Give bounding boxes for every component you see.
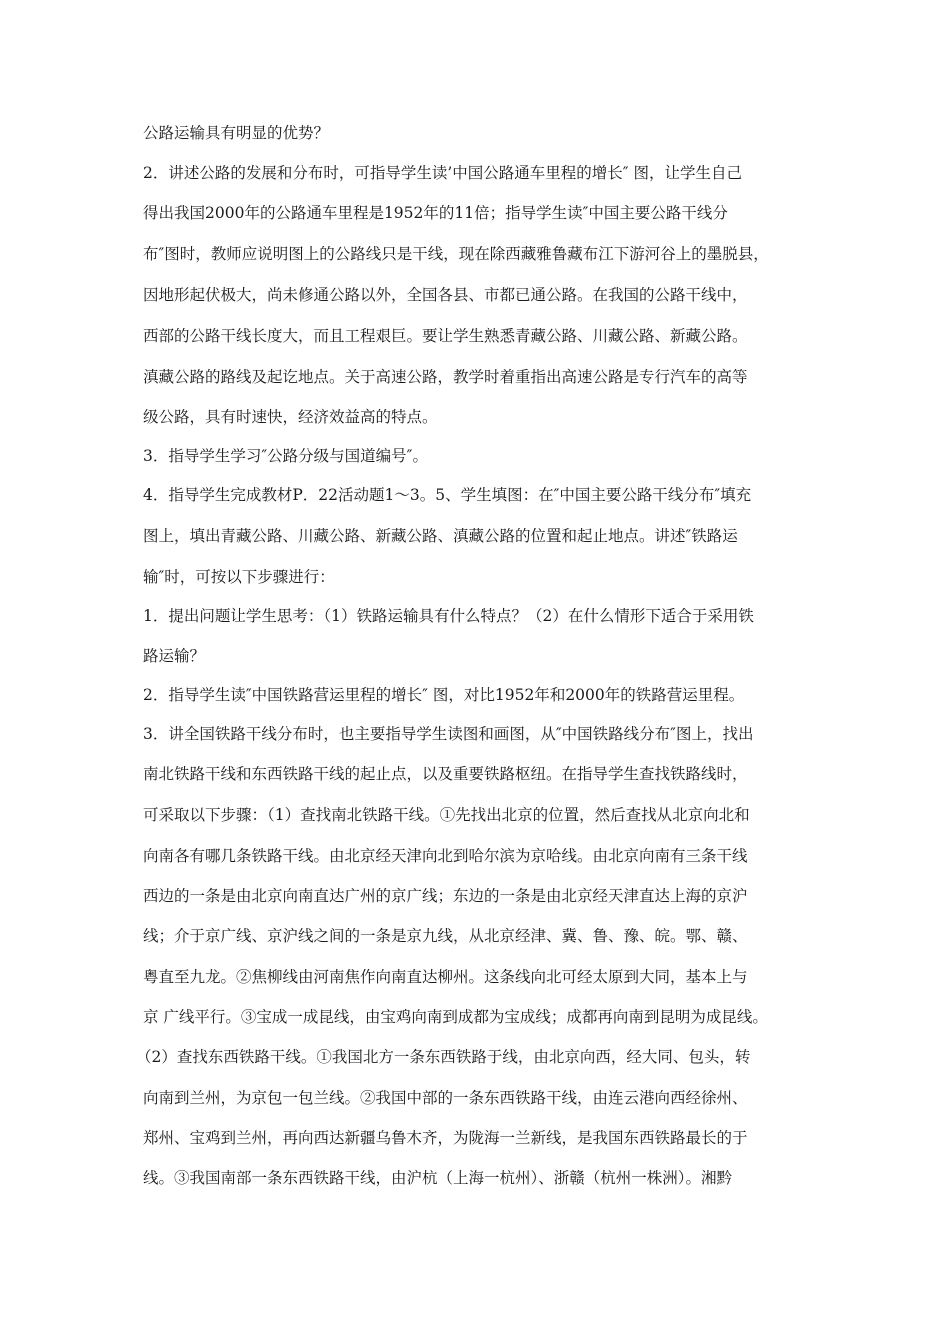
text-line: 因地形起伏极大，尚未修通公路以外，全国各县、市都已通公路。在我国的公路干线中， — [143, 286, 748, 304]
text-line: 布″图时，教师应说明图上的公路线只是干线，现在除西藏雅鲁藏布江下游河谷上的墨脱县， — [143, 245, 769, 263]
text-line: 线。③我国南部一条东西铁路干线，由沪杭（上海一杭州）、浙赣（杭州一株洲）。湘黔 — [143, 1169, 733, 1187]
text-line: 级公路，具有时速快，经济效益高的特点。 — [143, 408, 438, 426]
text-line: 得出我国2000年的公路通车里程是1952年的11倍；指导学生读″中国主要公路干线分 — [143, 204, 728, 222]
text-line: 3．讲全国铁路干线分布时，也主要指导学生读图和画图，从″中国铁路线分布″图上，找出 — [143, 725, 754, 743]
text-line: 4．指导学生完成教材P．22活动题1～3。5、学生填图：在″中国主要公路干线分布″填充 — [143, 486, 752, 504]
text-line: 1．提出问题让学生思考：（1）铁路运输具有什么特点？（2）在什么情形下适合于采用铁 — [143, 607, 754, 625]
text-line: 向南到兰州，为京包一包兰线。②我国中部的一条东西铁路干线，由连云港向西经徐州、 — [143, 1089, 748, 1107]
text-line: 输″时，可按以下步骤进行： — [143, 568, 335, 586]
text-line: 可采取以下步骤：（1）查找南北铁路干线。①先找出北京的位置，然后查找从北京向北和 — [143, 806, 750, 824]
text-line: 南北铁路干线和东西铁路干线的起止点，以及重要铁路枢纽。在指导学生查找铁路线时， — [143, 765, 748, 783]
text-line: 公路运输具有明显的优势？ — [143, 124, 330, 142]
text-line: 西边的一条是由北京向南直达广州的京广线；东边的一条是由北京经天津直达上海的京沪 — [143, 887, 748, 905]
text-line: 2．讲述公路的发展和分布时，可指导学生读’中国公路通车里程的增长″ 图，让学生自己 — [143, 164, 743, 182]
text-line: 西部的公路干线长度大，而且工程艰巨。要让学生熟悉青藏公路、川藏公路、新藏公路。 — [143, 327, 748, 345]
text-line: 线；介于京广线、京沪线之间的一条是京九线，从北京经津、冀、鲁、豫、皖。鄂、赣、 — [143, 927, 748, 945]
text-line: 京 广线平行。③宝成一成昆线，由宝鸡向南到成都为宝成线；成都再向南到昆明为成昆线。 — [143, 1008, 768, 1026]
text-line: 图上，填出青藏公路、川藏公路、新藏公路、滇藏公路的位置和起止地点。讲述″铁路运 — [143, 527, 738, 545]
text-line: 滇藏公路的路线及起讫地点。关于高速公路，教学时着重指出高速公路是专行汽车的高等 — [143, 368, 748, 386]
text-line: 路运输？ — [143, 647, 206, 665]
text-line: 3．指导学生学习″公路分级与国道编号″。 — [143, 447, 428, 465]
text-line: （2）查找东西铁路干线。①我国北方一条东西铁路于线，由北京向西，经大同、包头，转 — [136, 1048, 751, 1066]
text-line: 向南各有哪几条铁路干线。由北京经天津向北到哈尔滨为京哈线。由北京向南有三条干线 — [143, 847, 748, 865]
text-line: 粤直至九龙。②焦柳线由河南焦作向南直达柳州。这条线向北可经太原到大同，基本上与 — [143, 968, 748, 986]
text-line: 郑州、宝鸡到兰州，再向西达新疆乌鲁木齐，为陇海一兰新线，是我国东西铁路最长的于 — [143, 1129, 748, 1147]
text-line: 2．指导学生读″中国铁路营运里程的增长″ 图，对比1952年和2000年的铁路营运里程。 — [143, 686, 745, 704]
